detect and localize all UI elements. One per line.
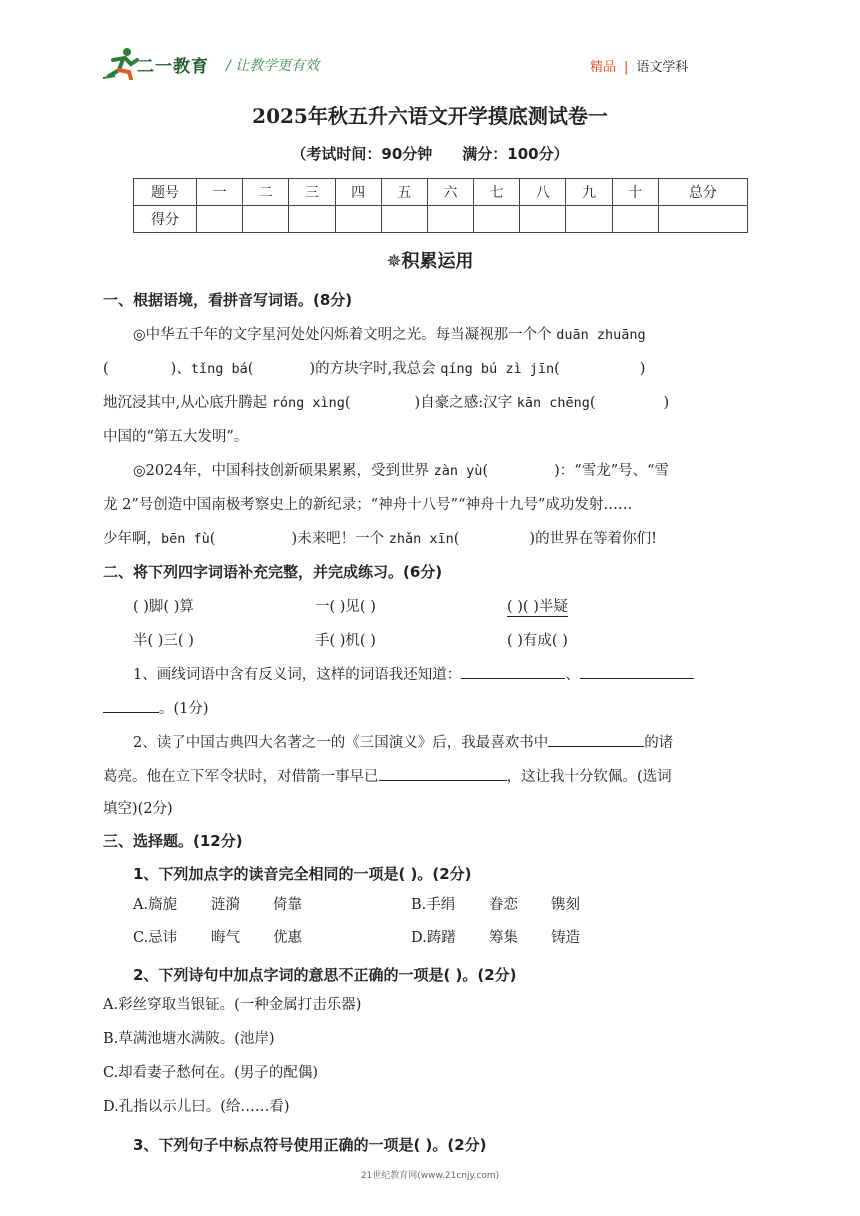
q3-sub-2: 2、下列诗句中加点字词的意思不正确的一项是( )。(2分) [133,966,517,984]
subject-tag: 语文学科 [636,60,689,75]
logo [103,46,223,80]
q2-sub-2-end: 填空)(2分) [103,801,173,817]
q1-line-2 [103,357,763,378]
table-cell: 题号 [134,179,197,206]
q1-line-6: 龙 2”号创造中国南极考察史上的新纪录；“神舟十八号”“神舟十九号”成功发射…… [103,497,633,513]
pinyin: bēn fù [161,531,210,547]
q1-text: )自豪之感:汉字 [414,395,517,411]
quality-tag: 精品 [590,60,617,75]
pinyin: zhǎn xīn [388,531,454,547]
question-2-heading: 二、将下列四字词语补充完整，并完成练习。(6分) [103,563,443,581]
table-cell: 得分 [134,206,197,233]
pinyin: zàn yù [433,463,483,479]
table-cell: 九 [566,179,612,206]
score-input-cell[interactable] [474,206,520,233]
exam-time: （考试时间：90分钟 [291,145,433,163]
idiom-item[interactable]: 半( )三( ) [133,633,194,649]
option-b[interactable]: B.草满池塘水满陂。(池岸) [103,1031,275,1047]
page-footer: 21世纪教育网(www.21cnjy.com) [360,1171,500,1181]
pinyin: róng xìng [271,395,345,411]
q1-text: )：“雪龙”号、“雪 [554,463,670,479]
section-heading: ✵积累运用 [386,251,474,272]
score-input-cell[interactable] [612,206,658,233]
bracket: ( [453,531,460,547]
bracket: ( [103,361,109,377]
logo-text: 二一教育 [137,57,209,77]
option-b[interactable]: B.手绢 [411,897,456,913]
header-separator: | [624,60,629,75]
q1-text: 地沉浸其中,从心底升腾起 [103,395,272,411]
q1-text: )未来吧！一个 [291,531,389,547]
option-word: 筹集 [489,930,518,946]
option-word: 晦气 [211,930,240,946]
answer-blank[interactable] [461,664,565,679]
table-cell: 六 [427,179,473,206]
option-d[interactable]: D.孔指以示儿曰。(给……看) [103,1099,290,1115]
bracket: ) [639,361,646,377]
answer-blank[interactable] [548,732,644,747]
q2-sub-2 [103,731,793,752]
table-cell: 五 [381,179,427,206]
page-header [0,0,860,90]
idiom-item-underlined[interactable]: ( )( )半疑 [507,595,568,617]
q1-line-1 [103,323,793,344]
q1-line-7 [103,527,763,548]
option-c[interactable]: C.却看妻子愁何在。(男子的配偶) [103,1065,318,1081]
idiom-item[interactable]: 一( )见( ) [315,599,376,615]
table-cell: 一 [197,179,243,206]
q3-sub-1: 1、下列加点字的读音完全相同的一项是( )。(2分) [133,865,472,883]
page-title: 2025年秋五升六语文开学摸底测试卷一 [252,104,608,128]
q2-text: 2、读了中国古典四大名著之一的《三国演义》后，我最喜欢书中 [133,735,549,751]
table-cell: 八 [520,179,566,206]
score-input-cell[interactable] [520,206,566,233]
q2-text: 葛亮。他在立下军令状时，对借箭一事早已 [103,769,379,785]
score-input-cell[interactable] [243,206,289,233]
runner-logo-icon [103,46,139,80]
bracket: ( [482,463,489,479]
bracket: ( [209,531,216,547]
q2-sub-1-cont [103,697,763,718]
q2-sub-1 [103,663,793,684]
table-cell: 七 [474,179,520,206]
q2-text: 1、画线词语中含有反义词，这样的词语我还知道： [133,667,462,683]
score-table [133,178,748,233]
bracket: ( [344,395,351,411]
answer-blank[interactable] [580,664,694,679]
q1-text: ◎中华五千年的文字星河处处闪烁着文明之光。每当凝视那一个个 [133,327,557,343]
idiom-item[interactable]: ( )有成( ) [507,633,568,649]
option-word: 铸造 [551,930,580,946]
option-c[interactable]: C.忌讳 [133,930,178,946]
q2-text: ，这让我十分钦佩。(选词 [506,769,672,785]
score-input-cell[interactable] [197,206,243,233]
pinyin: duān zhuāng [556,327,646,343]
answer-blank[interactable] [379,766,507,781]
slogan: / 让教学更有效 [226,58,320,74]
q2-text: 的诸 [644,735,674,751]
q1-line-5 [103,459,793,480]
table-cell: 十 [612,179,658,206]
score-table-header-row [134,179,748,206]
option-word: 优惠 [273,930,302,946]
pinyin: kān chēng [516,395,590,411]
pinyin: tǐng bá [190,361,248,377]
q1-line-4: 中国的“第五大发明”。 [103,429,249,445]
exam-info [0,143,860,164]
table-cell: 总分 [658,179,747,206]
option-word: 镌刻 [551,897,580,913]
q1-text: )的方块字时,我总会 [309,361,441,377]
score-input-cell[interactable] [381,206,427,233]
score-table-score-row [134,206,748,233]
q2-text: 。(1分) [159,701,209,717]
q1-text: ◎2024年，中国科技创新硕果累累，受到世界 [133,463,434,479]
option-a[interactable]: A.旖旎 [133,897,178,913]
bracket: ( [554,361,560,377]
table-cell: 四 [335,179,381,206]
q1-text: )的世界在等着你们! [529,531,657,547]
score-input-cell[interactable] [427,206,473,233]
option-a[interactable]: A.彩丝穿取当银钲。(一种金属打击乐器) [103,997,362,1013]
bracket: ( [589,395,596,411]
option-word: 倚靠 [273,897,302,913]
q3-sub-3: 3、下列句子中标点符号使用正确的一项是( )。(2分) [133,1136,487,1154]
score-input-cell[interactable] [566,206,612,233]
q1-text: 少年啊， [103,531,161,547]
header-tags [590,56,688,75]
question-1-heading: 一、根据语境，看拼音写词语。(8分) [103,291,353,309]
q1-line-3 [103,391,763,412]
score-input-cell[interactable] [335,206,381,233]
option-word: 涟漪 [211,897,240,913]
q2-sub-2-cont [103,765,763,786]
table-cell: 二 [243,179,289,206]
idiom-item[interactable]: 手( )机( ) [315,633,376,649]
q2-text: 、 [565,667,580,683]
option-word: 眷恋 [489,897,518,913]
pinyin: qíng bú zì jīn [440,361,555,377]
idiom-item[interactable]: ( )脚( )算 [133,599,194,615]
score-input-cell[interactable] [289,206,335,233]
table-cell: 三 [289,179,335,206]
bracket: ( [247,361,254,377]
q1-text: )、 [170,361,191,377]
question-3-heading: 三、选择题。(12分) [103,832,243,850]
option-d[interactable]: D.踌躇 [411,930,456,946]
score-input-cell[interactable] [658,206,747,233]
bracket: ) [663,395,670,411]
answer-blank[interactable] [103,698,159,713]
full-score: 满分：100分） [462,145,569,163]
